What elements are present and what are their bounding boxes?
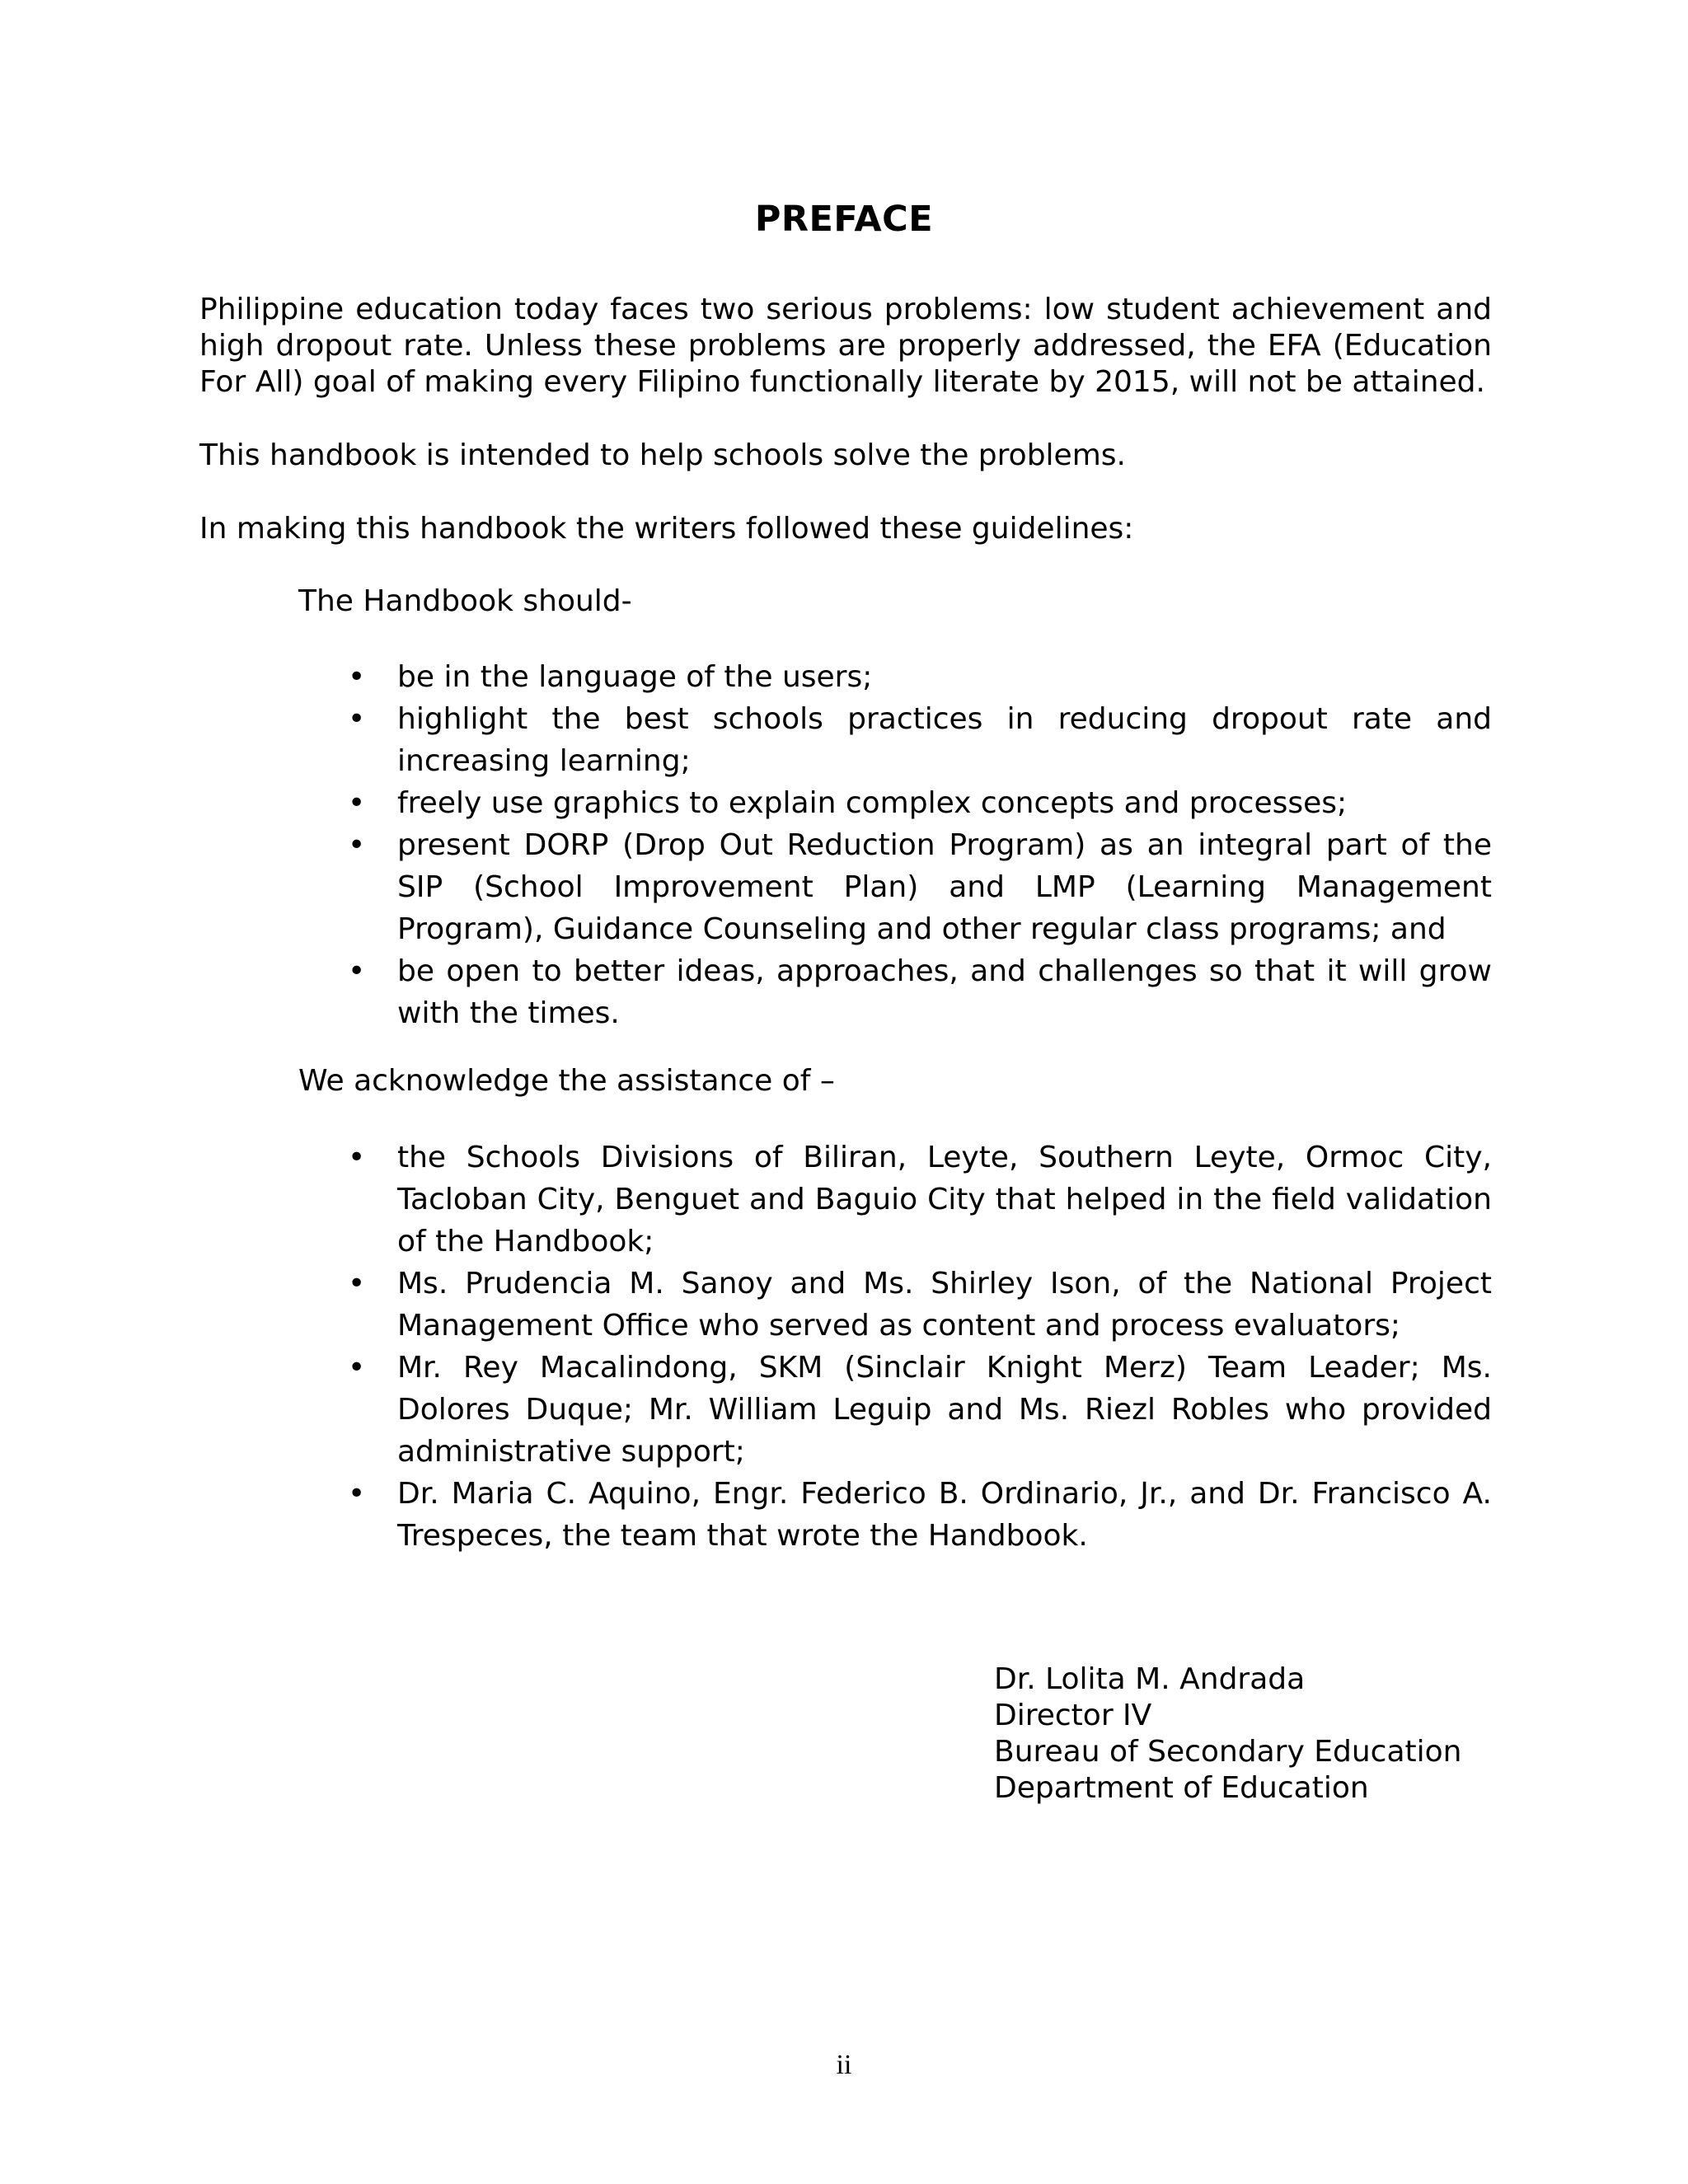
guidelines-list xyxy=(348,656,1492,1034)
signature-block xyxy=(994,1661,1461,1807)
list-item xyxy=(348,824,1492,950)
intro-paragraph: Philippine education today faces two serious problems: low student achievement and high dropout rate. Unless these problems are properly addressed, the EFA (Education For All) goal of making every Filipino functionally literate by 2015, will not be attained. xyxy=(199,293,1492,399)
list-item-text: Dr. Maria C. Aquino, Engr. Federico B. Ordinario, Jr., and Dr. Francisco A. Trespeces, the team that wrote the Handbook. xyxy=(397,1477,1492,1553)
guidelines-intro-paragraph: In making this handbook the writers followed these guidelines: xyxy=(199,512,1134,546)
list-item-text: freely use graphics to explain complex concepts and processes; xyxy=(397,786,1348,820)
bullet-icon: • xyxy=(348,1267,366,1301)
list-item-text: Mr. Rey Macalindong, SKM (Sinclair Knight Merz) Team Leader; Ms. Dolores Duque; Mr. William Leguip and Ms. Riezl Robles who provided administrative support; xyxy=(397,1351,1492,1469)
list-item-text: Ms. Prudencia M. Sanoy and Ms. Shirley Ison, of the National Project Management Office who served as content and process evaluators; xyxy=(397,1267,1492,1343)
page-title: PREFACE xyxy=(754,199,934,240)
signatory-name: Dr. Lolita M. Andrada xyxy=(994,1662,1306,1696)
list-item xyxy=(348,1347,1492,1473)
bullet-icon: • xyxy=(348,786,366,820)
list-item-text: be in the language of the users; xyxy=(397,660,873,694)
page-number: ii xyxy=(836,2050,852,2080)
list-item xyxy=(348,782,1492,824)
bullet-icon: • xyxy=(348,1351,366,1385)
bullet-icon: • xyxy=(348,828,366,862)
list-item xyxy=(348,656,1492,698)
bullet-icon: • xyxy=(348,702,366,736)
bullet-icon: • xyxy=(348,660,366,694)
acknowledge-label: We acknowledge the assistance of – xyxy=(298,1064,835,1098)
list-item-text: be open to better ideas, approaches, and challenges so that it will grow with the times. xyxy=(397,954,1492,1030)
list-item xyxy=(348,950,1492,1034)
list-item-text: present DORP (Drop Out Reduction Program) as an integral part of the SIP (School Improvement Plan) and LMP (Learning Management Program), Guidance Counseling and other regular class programs; and xyxy=(397,828,1492,946)
list-item xyxy=(348,698,1492,782)
purpose-paragraph: This handbook is intended to help schools solve the problems. xyxy=(199,438,1126,472)
list-item xyxy=(348,1473,1492,1557)
list-item-text: the Schools Divisions of Biliran, Leyte, Southern Leyte, Ormoc City, Tacloban City, Benguet and Baguio City that helped in the field validation of the Handbook; xyxy=(397,1141,1492,1258)
signatory-position: Director IV xyxy=(994,1699,1152,1732)
signatory-department: Department of Education xyxy=(994,1771,1369,1805)
list-item-text: highlight the best schools practices in reducing dropout rate and increasing learning; xyxy=(397,702,1492,778)
handbook-should-label: The Handbook should- xyxy=(298,584,632,618)
bullet-icon: • xyxy=(348,954,366,988)
list-item xyxy=(348,1263,1492,1347)
signatory-bureau: Bureau of Secondary Education xyxy=(994,1735,1462,1769)
acknowledgements-list xyxy=(348,1137,1492,1557)
bullet-icon: • xyxy=(348,1477,366,1511)
bullet-icon: • xyxy=(348,1141,366,1174)
list-item xyxy=(348,1137,1492,1263)
